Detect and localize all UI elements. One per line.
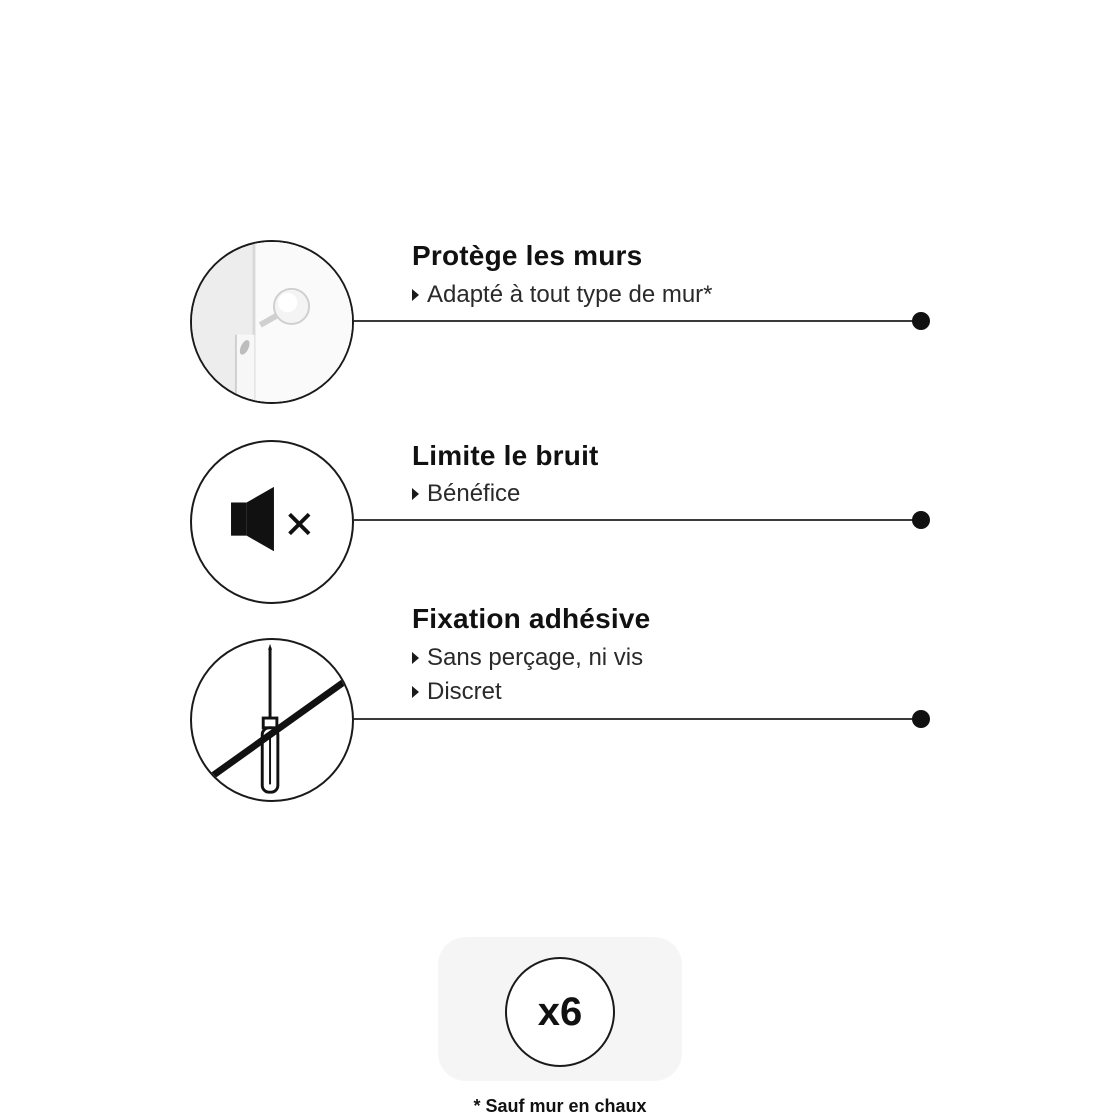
quantity-badge: x6 — [505, 957, 615, 1067]
bullet-triangle-icon — [412, 289, 419, 301]
bullet-triangle-icon — [412, 652, 419, 664]
connector-line — [354, 320, 920, 322]
bullet-triangle-icon — [412, 488, 419, 500]
bullet-triangle-icon — [412, 686, 419, 698]
feature-bullet: Bénéfice — [412, 480, 520, 508]
connector-line — [354, 519, 920, 521]
mute-speaker-icon — [190, 440, 354, 604]
feature-title: Limite le bruit — [412, 440, 599, 471]
feature-bullet: Sans perçage, ni vis — [412, 644, 643, 672]
connector-line — [354, 718, 920, 720]
no-screwdriver-icon — [190, 638, 354, 802]
feature-title: Fixation adhésive — [412, 603, 651, 634]
connector-dot — [912, 511, 930, 529]
connector-dot — [912, 710, 930, 728]
feature-title: Protège les murs — [412, 240, 643, 271]
footnote: * Sauf mur en chaux — [473, 1096, 647, 1116]
wall-bumper-icon — [190, 240, 354, 404]
connector-dot — [912, 312, 930, 330]
feature-bullet: Adapté à tout type de mur* — [412, 281, 713, 309]
feature-bullet: Discret — [412, 678, 502, 706]
